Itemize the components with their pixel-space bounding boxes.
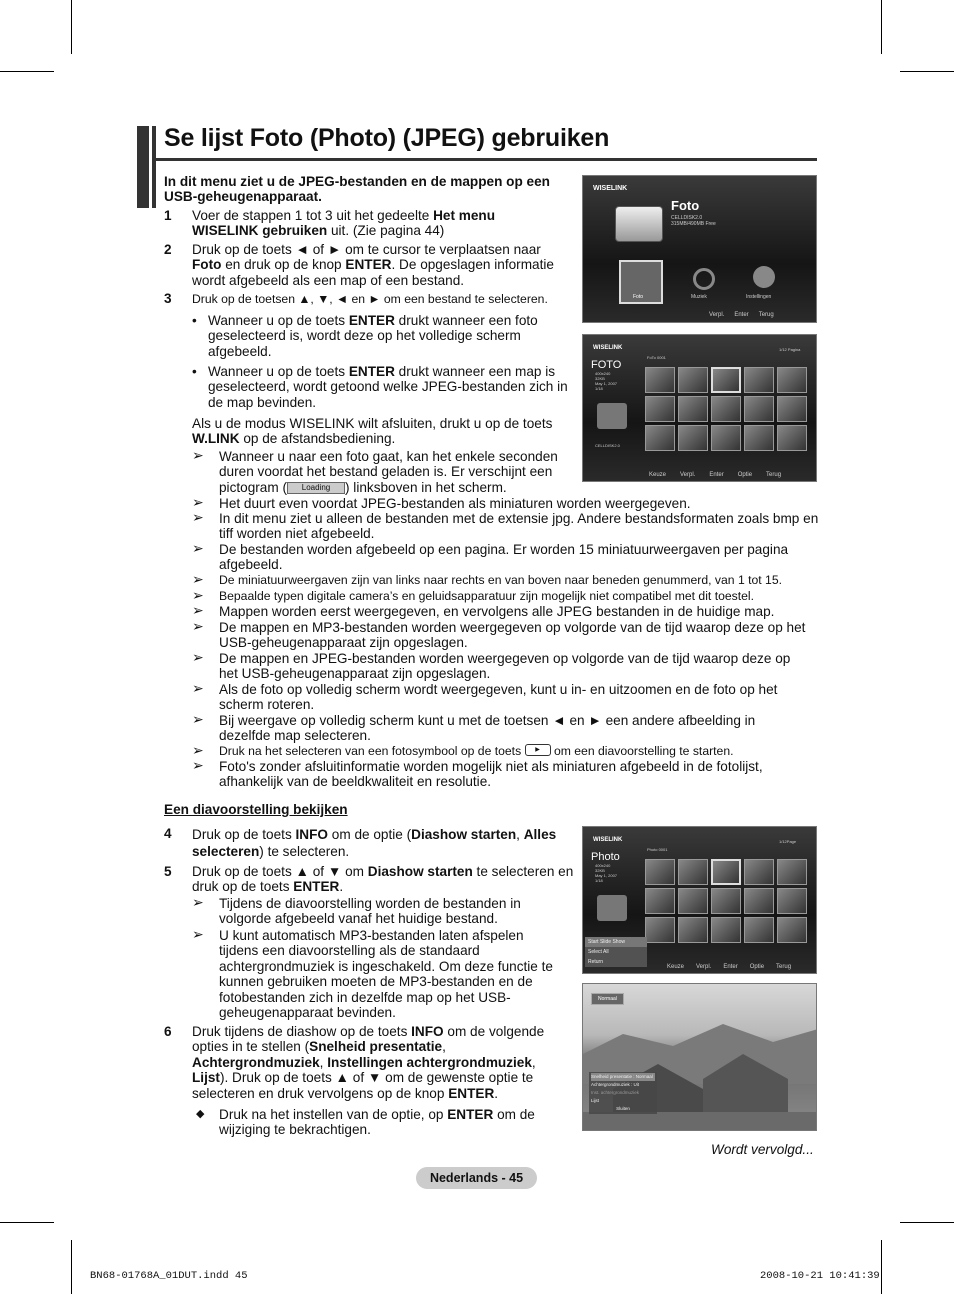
note-arrow-icon: ➢ xyxy=(192,711,204,727)
text-run: ENTER xyxy=(348,313,395,328)
note-text: Bepaalde typen digitale camera’s en geluidsapparatuur zijn mogelijk niet compatibel met dit toestel. xyxy=(219,589,754,603)
thumbnail[interactable] xyxy=(645,396,675,422)
thumbnail[interactable] xyxy=(711,859,741,885)
text-run: , xyxy=(319,1054,328,1070)
text-run: W.LINK xyxy=(192,431,240,447)
text-run: en druk op de knop xyxy=(221,257,346,273)
text-run: Wanneer u op de toets xyxy=(208,313,349,328)
note-text: Bij weergave op volledig scherm kunt u met de toetsen ◄ en ► een andere afbeelding in dezelfde map selecteren. xyxy=(219,713,756,744)
text-run: Wanneer u op de toets xyxy=(208,364,349,379)
note-arrow-icon: ➢ xyxy=(192,757,204,773)
note-arrow-icon: ➢ xyxy=(192,447,204,463)
thumbnail[interactable] xyxy=(777,888,807,914)
info-line: May 1, 2007 xyxy=(595,381,618,386)
thumbnail[interactable] xyxy=(777,859,807,885)
step-number: 4 xyxy=(164,826,172,841)
text-run: ) te selecteren. xyxy=(259,844,350,859)
text-run: Voer de stappen 1 tot 3 uit het gedeelte xyxy=(192,208,434,223)
text-run: ENTER xyxy=(348,364,395,379)
shot2-info xyxy=(595,371,617,391)
thumbnail[interactable] xyxy=(777,396,807,422)
shot1-title: Foto xyxy=(671,198,700,213)
page-footer: Nederlands - 45 xyxy=(416,1167,537,1189)
wiselink-logo: WISELINK xyxy=(593,185,628,192)
print-meta-right: 2008-10-21 10:41:39 xyxy=(760,1270,880,1282)
note-text xyxy=(219,744,819,759)
bullet-text xyxy=(208,313,568,359)
shot3-title: Photo xyxy=(591,851,620,863)
thumbnail[interactable] xyxy=(678,859,708,885)
screenshot-slideshow xyxy=(582,983,817,1131)
hint: Verpl. xyxy=(680,472,696,478)
thumbnail[interactable] xyxy=(744,917,774,943)
menu-inst-achtergrondmuziek[interactable]: Inst. achtergrondmuziek xyxy=(591,1090,640,1095)
crop-mark xyxy=(881,0,882,54)
title-decoration xyxy=(152,126,156,208)
info-line: 1/18 xyxy=(595,386,603,391)
shot3-page: 1/12Page xyxy=(779,839,797,844)
text-run: ENTER xyxy=(447,1107,494,1122)
note-arrow-icon: ➢ xyxy=(192,680,204,696)
step-4-text xyxy=(192,826,577,860)
text-run: , xyxy=(531,1054,536,1070)
thumbnail[interactable] xyxy=(744,859,774,885)
step-5-text xyxy=(192,864,577,895)
thumbnail[interactable] xyxy=(645,367,675,393)
note-text: Als de foto op volledig scherm wordt weergegeven, kunt u in- en uitzoomen en de foto op het scherm roteren. xyxy=(219,682,778,713)
note-arrow-icon: ➢ xyxy=(192,571,204,587)
thumbnail[interactable] xyxy=(711,888,741,914)
hint: Terug xyxy=(776,964,792,970)
note-arrow-icon: ➢ xyxy=(192,649,204,665)
menu-lijst[interactable]: Lijst xyxy=(591,1098,600,1103)
text-run: Diashow starten xyxy=(367,864,473,879)
shot2-device: CELLDISK2.0 xyxy=(595,443,620,448)
note-text: Mappen worden eerst weergegeven, en vervolgens alle JPEG bestanden in de huidige map. xyxy=(219,604,775,619)
camera-icon xyxy=(597,403,627,429)
menu-select-all[interactable]: Select All xyxy=(588,949,609,955)
wiselink-logo: WISELINK xyxy=(593,345,623,351)
thumbnail[interactable] xyxy=(645,425,675,451)
note-text xyxy=(219,1107,559,1138)
speed-badge: Normaal xyxy=(591,993,624,1005)
step-6-text xyxy=(192,1024,552,1101)
thumbnail[interactable] xyxy=(777,425,807,451)
title-decoration xyxy=(137,126,149,208)
note-arrow-icon: ➢ xyxy=(192,894,204,910)
text-run: Achtergrondmuziek xyxy=(192,1054,320,1070)
print-meta-left: BN68-01768A_01DUT.indd 45 xyxy=(90,1270,248,1282)
thumbnail[interactable] xyxy=(645,917,675,943)
text-run: Snelheid presentatie xyxy=(309,1039,443,1055)
crop-mark xyxy=(0,1222,54,1223)
step-number: 5 xyxy=(164,864,172,879)
step-2-text xyxy=(192,242,572,288)
hint: Terug xyxy=(766,472,782,478)
thumbnail[interactable] xyxy=(645,859,675,885)
note-arrow-icon: ➢ xyxy=(192,540,204,556)
step-number: 3 xyxy=(164,291,172,306)
note-text: Foto's zonder afsluitinformatie worden mogelijk niet als miniaturen afgebeeld in de fotolijst, afhankelijk van de beeldkwaliteit en resolutie. xyxy=(219,759,763,790)
note-text: Het duurt even voordat JPEG-bestanden als miniaturen worden weergegeven. xyxy=(219,496,691,511)
text-run: Druk op de toets ◄ of ► om te cursor te verplaatsen naar xyxy=(192,242,541,257)
wiselink-logo: WISELINK xyxy=(593,837,623,843)
hint: Keuze xyxy=(667,964,685,970)
crop-mark xyxy=(900,71,954,72)
thumbnail[interactable] xyxy=(678,888,708,914)
screenshot-foto-list xyxy=(582,334,817,482)
note-text: De miniatuurweergaven zijn van links naar rechts en van boven naar beneden genummerd, van 1 tot 15. xyxy=(219,573,782,587)
thumbnail[interactable] xyxy=(678,917,708,943)
thumbnail[interactable] xyxy=(711,917,741,943)
shot1-device: CELLDISK2.0 xyxy=(671,215,703,221)
info-line: 32KB xyxy=(595,868,605,873)
hint: Optie xyxy=(749,964,765,970)
text-run: Lijst xyxy=(192,1070,220,1086)
crop-mark xyxy=(71,0,72,54)
shot3-hints xyxy=(667,964,791,970)
menu-start-slideshow[interactable]: Start Slide Show xyxy=(585,937,647,947)
text-run: Het menu WISELINK gebruiken xyxy=(192,208,496,239)
text-run: Druk tijdens de diashow op de toets xyxy=(192,1024,412,1039)
shot1-size: 315MB/490MB Free xyxy=(671,221,716,227)
note-arrow-icon: ➢ xyxy=(192,494,204,510)
text-run: om een diavoorstelling te starten. xyxy=(553,744,734,758)
shot2-folder: FoTo 0001 xyxy=(647,355,666,360)
text-run: om de wijziging te bekrachtigen. xyxy=(219,1107,535,1138)
text-run: Als u de modus WISELINK wilt afsluiten, drukt u op de toets xyxy=(192,416,553,431)
thumbnail[interactable] xyxy=(744,888,774,914)
loading-label: Loading xyxy=(301,483,331,493)
info-line: May 1, 2007 xyxy=(595,873,618,878)
hint: Enter xyxy=(723,964,738,970)
shot3-folder: Photo 0001 xyxy=(647,847,668,852)
thumbnail-grid xyxy=(645,859,807,943)
text-run: Druk na het instellen van de optie, op xyxy=(219,1107,448,1122)
text-run: uit. (Zie pagina 44) xyxy=(327,223,445,239)
text-run: Druk na het selecteren van een fotosymbool op de toets xyxy=(219,744,522,758)
note-text xyxy=(219,449,569,495)
hint: Enter xyxy=(709,472,724,478)
note-text: U kunt automatisch MP3-bestanden laten afspelen tijdens een diavoorstelling als de standaard achtergrondmuziek is ingeschakeld. Om deze functie te kunnen gebruiken moeten de MP3-bestanden en de fotobestanden zich in dezelfde map op het USB-geheugenapparaat bevinden. xyxy=(219,928,553,1021)
note-arrow-icon: ➢ xyxy=(192,926,204,942)
text-run: . xyxy=(339,879,344,895)
info-line: 400x240 xyxy=(595,863,611,868)
continued-text: Wordt vervolgd... xyxy=(711,1142,814,1157)
text-run: Druk op de toets xyxy=(192,827,296,842)
hint: Optie xyxy=(737,472,753,478)
text-run: Druk op de toets ▲ of ▼ om xyxy=(192,864,368,879)
muziek-label: Muziek xyxy=(691,294,707,300)
screenshot-wiselink-menu xyxy=(582,175,817,323)
section-heading: Een diavoorstelling bekijken xyxy=(164,802,348,817)
text-run: om de optie ( xyxy=(328,827,412,842)
hint-verpl: Verpl. xyxy=(709,312,725,318)
camera-icon xyxy=(615,206,663,242)
text-run: te selecteren en druk op de toets xyxy=(192,864,574,895)
thumbnail[interactable] xyxy=(678,425,708,451)
slideshow-options-menu xyxy=(589,1072,657,1114)
page-title: Se lijst Foto (Photo) (JPEG) gebruiken xyxy=(164,124,610,152)
info-line: 1/18 xyxy=(595,878,603,883)
text-run: ) linksboven in het scherm. xyxy=(345,479,507,495)
play-button-icon: ▶ xyxy=(525,744,551,756)
instellingen-label: Instellingen xyxy=(746,294,772,300)
bullet-dot: • xyxy=(192,313,197,328)
hint-enter: Enter xyxy=(734,312,749,318)
thumbnail[interactable] xyxy=(744,367,774,393)
text-run: . De opgeslagen informatie wordt afgebeeld als een map of een bestand. xyxy=(192,257,554,288)
step-number: 1 xyxy=(164,208,172,223)
text-run: Wanneer u naar een foto gaat, kan het enkele seconden duren voordat het bestand geladen is. Er verschijnt een pictogram ( xyxy=(219,449,558,495)
camera-icon xyxy=(597,895,627,921)
menu-sluiten[interactable]: Sluiten xyxy=(616,1106,630,1111)
crop-mark xyxy=(71,1240,72,1294)
bullet-text xyxy=(208,364,568,410)
note-arrow-icon: ➢ xyxy=(192,618,204,634)
thumbnail[interactable] xyxy=(744,396,774,422)
menu-achtergrondmuziek[interactable]: Achtergrondmuziek : Uit xyxy=(591,1082,640,1087)
loading-icon xyxy=(287,482,345,494)
thumbnail[interactable] xyxy=(744,425,774,451)
note-text: De mappen en MP3-bestanden worden weergegeven op volgorde van de tijd waarop deze op het USB-geheugenapparaat zijn opgeslagen. xyxy=(219,620,806,651)
intro-text: In dit menu ziet u de JPEG-bestanden en de mappen op een USB-geheugenapparaat. xyxy=(164,174,550,205)
text-run: ). Druk op de toets ▲ of ▼ om de gewenste optie te selecteren en druk vervolgens op de knop xyxy=(192,1070,534,1101)
thumbnail[interactable] xyxy=(678,396,708,422)
note-text: De bestanden worden afgebeeld op een pagina. Er worden 15 miniatuurweergaven per pagina afgebeeld. xyxy=(219,542,789,573)
music-icon[interactable] xyxy=(693,268,715,290)
text-run: , xyxy=(516,827,524,842)
text-run: INFO xyxy=(411,1024,444,1039)
settings-icon[interactable] xyxy=(753,266,775,288)
foto-label: Foto xyxy=(633,294,644,300)
diamond-icon: ◆ xyxy=(196,1108,205,1120)
exit-text xyxy=(192,416,572,447)
screenshot-photo-options xyxy=(582,826,817,974)
shot3-info xyxy=(595,863,617,883)
text-run: ENTER xyxy=(345,257,392,273)
shot2-title: FOTO xyxy=(591,359,622,371)
text-run: Diashow starten xyxy=(411,827,517,842)
crop-mark xyxy=(0,71,54,72)
note-text: Tijdens de diavoorstelling worden de bestanden in volgorde afgebeeld vanaf het huidige bestand. xyxy=(219,896,521,927)
note-arrow-icon: ➢ xyxy=(192,602,204,618)
step-number: 6 xyxy=(164,1024,172,1039)
crop-mark xyxy=(900,1222,954,1223)
text-run: Foto xyxy=(192,257,222,273)
menu-return[interactable]: Return xyxy=(588,959,604,965)
text-run: Instellingen achtergrondmuziek xyxy=(327,1054,532,1070)
thumbnail-grid xyxy=(645,367,807,451)
thumbnail[interactable] xyxy=(711,367,741,393)
hint: Verpl. xyxy=(696,964,712,970)
thumbnail[interactable] xyxy=(711,396,741,422)
hint: Keuze xyxy=(649,472,667,478)
thumbnail[interactable] xyxy=(678,367,708,393)
text-run: , xyxy=(442,1039,446,1055)
note-arrow-icon: ➢ xyxy=(192,509,204,525)
text-run: ENTER xyxy=(448,1085,495,1101)
text-run: ENTER xyxy=(293,879,340,895)
text-run: op de afstandsbediening. xyxy=(239,431,396,447)
shot2-hints xyxy=(649,472,781,478)
text-run: drukt wanneer een map is geselecteerd, wordt getoond welke JPEG-bestanden zich in de map bevinden. xyxy=(208,364,568,410)
text-run: om de volgende opties in te stellen ( xyxy=(192,1024,545,1055)
options-menu xyxy=(585,937,647,967)
text-run: . xyxy=(494,1085,499,1101)
crop-mark xyxy=(881,1240,882,1294)
thumbnail[interactable] xyxy=(711,425,741,451)
note-text: De mappen en JPEG-bestanden worden weergegeven op volgorde van de tijd waarop deze op het USB-geheugenapparaat zijn opgeslagen. xyxy=(219,651,791,682)
hint-terug: Terug xyxy=(758,312,774,318)
step-3-text: Druk op de toetsen ▲, ▼, ◄ en ► om een bestand te selecteren. xyxy=(192,292,548,306)
bullet-dot: • xyxy=(192,364,197,379)
info-line: 32KB xyxy=(595,376,605,381)
step-number: 2 xyxy=(164,242,172,257)
shot2-page: 1/12 Pagina xyxy=(779,347,801,352)
note-arrow-icon: ➢ xyxy=(192,742,204,758)
text-run: INFO xyxy=(295,827,329,842)
shot1-hints xyxy=(709,312,774,318)
thumbnail[interactable] xyxy=(777,367,807,393)
note-arrow-icon: ➢ xyxy=(192,587,204,603)
thumbnail[interactable] xyxy=(777,917,807,943)
step-1-text xyxy=(192,208,522,239)
thumbnail[interactable] xyxy=(645,888,675,914)
note-text: In dit menu ziet u alleen de bestanden met de extensie jpg. Andere bestandsformaten zoals bmp en tiff worden niet afgebeeld. xyxy=(219,511,819,542)
title-rule xyxy=(156,158,817,161)
menu-snelheid[interactable]: Snelheid presentatie : Normaal xyxy=(591,1073,655,1081)
info-line: 400x240 xyxy=(595,371,611,376)
text-run: Alles selecteren xyxy=(192,827,557,859)
text-run: drukt wanneer een foto geselecteerd is, wordt deze op het volledige scherm afgebeeld. xyxy=(208,313,538,359)
